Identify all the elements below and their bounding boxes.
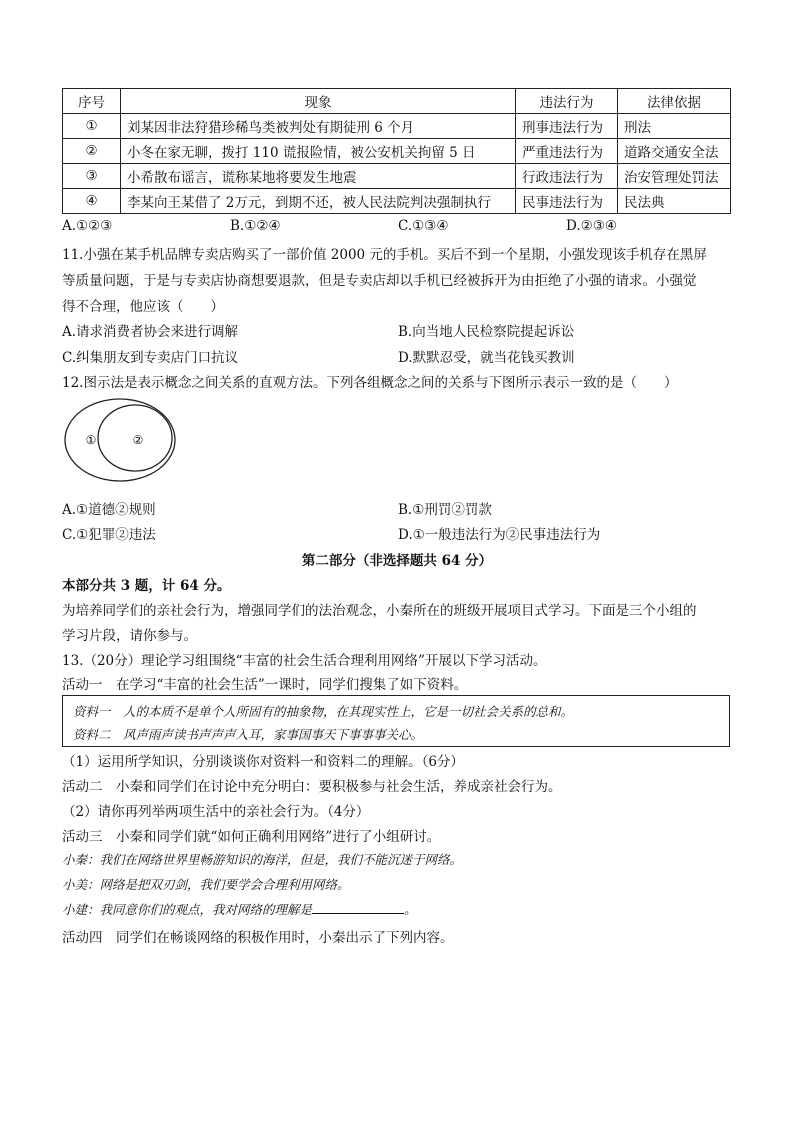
cell-phenomenon: 刘某因非法狩猎珍稀鸟类被判处有期徒刑 6 个月 — [121, 114, 516, 139]
header-phenomenon: 现象 — [121, 89, 516, 114]
q11-option-a[interactable]: A.请求消费者协会来进行调解 — [62, 324, 239, 340]
header-violation: 违法行为 — [516, 89, 618, 114]
cell-violation: 民事违法行为 — [516, 189, 618, 214]
dialogue-xiaojian — [62, 900, 417, 918]
q11-option-c[interactable]: C.纠集朋友到专卖店门口抗议 — [62, 350, 239, 366]
q13-sub-question-2: （2）请你再列举两项生活中的亲社会行为。（4分） — [62, 804, 370, 820]
q13-activity-4: 活动四 同学们在畅谈网络的积极作用时，小秦出示了下列内容。 — [62, 930, 454, 946]
q11-option-d[interactable]: D.默默忍受，就当花钱买教训 — [398, 350, 575, 366]
cell-number: ④ — [63, 189, 121, 214]
header-number: 序号 — [63, 89, 121, 114]
cell-phenomenon: 小冬在家无聊，拨打 110 谎报险情，被公安机关拘留 5 日 — [121, 139, 516, 164]
venn-label-1: ① — [85, 433, 97, 447]
q12-option-a[interactable]: A.①道德②规则 — [62, 502, 156, 518]
q11-stem-line-2: 等质量问题，于是与专卖店协商想要退款，但是专卖店却以手机已经被拆开为由拒绝了小强的请求。小强觉 — [62, 273, 697, 289]
table-row — [63, 139, 731, 164]
q13-activity-1: 活动一 在学习“丰富的社会生活”一课时，同学们搜集了如下资料。 — [62, 677, 468, 693]
cell-violation: 刑事违法行为 — [516, 114, 618, 139]
cell-number: ② — [63, 139, 121, 164]
cell-law-basis: 道路交通安全法 — [618, 139, 731, 164]
law-table — [62, 88, 731, 214]
part2-desc-line-2: 学习片段，请你参与。 — [62, 628, 197, 644]
table-row — [63, 164, 731, 189]
answer-blank[interactable] — [312, 901, 404, 914]
cell-law-basis: 民法典 — [618, 189, 731, 214]
material-1: 资料一 人的本质不是单个人所固有的抽象物，在其现实性上，它是一切社会关系的总和。 — [73, 704, 574, 719]
cell-phenomenon: 小希散布谣言，谎称某地将要发生地震 — [121, 164, 516, 189]
part2-desc-line-1: 为培养同学们的亲社会行为，增强同学们的法治观念，小秦所在的班级开展项目式学习。下面是三个小组的 — [62, 603, 697, 619]
cell-number: ① — [63, 114, 121, 139]
q11-stem-line-1: 11.小强在某手机品牌专卖店购买了一部价值 2000 元的手机。买后不到一个星期，小强发现该手机存在黑屏 — [62, 247, 707, 263]
q13-sub-question-1: （1）运用所学知识，分别谈谈你对资料一和资料二的理解。（6分） — [62, 754, 464, 770]
q11-stem-line-3: 得不合理，他应该（ ） — [62, 299, 224, 315]
cell-number: ③ — [63, 164, 121, 189]
cell-violation: 严重违法行为 — [516, 139, 618, 164]
q10-option-c[interactable]: C.①③④ — [398, 218, 449, 234]
table-row — [63, 189, 731, 214]
dialogue-xiaojian-end: 。 — [404, 902, 417, 917]
q10-option-b[interactable]: B.①②④ — [230, 218, 281, 234]
q12-stem: 12.图示法是表示概念之间关系的直观方法。下列各组概念之间的关系与下图所示表示一致的是（ ） — [62, 375, 678, 391]
cell-violation: 行政违法行为 — [516, 164, 618, 189]
q10-option-d[interactable]: D.②③④ — [566, 218, 617, 234]
material-2: 资料二 风声雨声读书声声声入耳，家事国事天下事事事关心。 — [73, 727, 424, 742]
dialogue-xiaojian-text: 小建：我同意你们的观点，我对网络的理解是 — [62, 902, 313, 917]
table-header-row — [63, 89, 731, 114]
q13-stem: 13.（20分）理论学习组围绕“丰富的社会生活合理利用网络”开展以下学习活动。 — [62, 653, 547, 669]
cell-law-basis: 治安管理处罚法 — [618, 164, 731, 189]
header-law-basis: 法律依据 — [618, 89, 731, 114]
q12-option-c[interactable]: C.①犯罪②违法 — [62, 527, 156, 543]
materials-box — [62, 695, 730, 747]
table-row — [63, 114, 731, 139]
q11-option-b[interactable]: B.向当地人民检察院提起诉讼 — [398, 324, 575, 340]
q12-option-b[interactable]: B.①刑罚②罚款 — [398, 502, 492, 518]
q12-option-d[interactable]: D.①一般违法行为②民事违法行为 — [398, 527, 601, 543]
q13-activity-3: 活动三 小秦和同学们就“如何正确利用网络”进行了小组研讨。 — [62, 829, 441, 845]
dialogue-xiaoqin: 小秦：我们在网络世界里畅游知识的海洋，但是，我们不能沉迷于网络。 — [62, 852, 463, 867]
q10-option-a[interactable]: A.①②③ — [62, 218, 113, 234]
venn-diagram — [62, 396, 178, 484]
dialogue-xiaomei: 小美：网络是把双刃剑，我们要学会合理利用网络。 — [62, 877, 350, 892]
q13-activity-2: 活动二 小秦和同学们在讨论中充分明白：要积极参与社会生活，养成亲社会行为。 — [62, 779, 562, 795]
cell-law-basis: 刑法 — [618, 114, 731, 139]
part2-intro: 本部分共 3 题，计 64 分。 — [62, 578, 231, 594]
part2-title: 第二部分（非选择题共 64 分） — [301, 553, 493, 569]
cell-phenomenon: 李某向王某借了 2万元，到期不还，被人民法院判决强制执行 — [121, 189, 516, 214]
venn-label-2: ② — [132, 433, 144, 447]
